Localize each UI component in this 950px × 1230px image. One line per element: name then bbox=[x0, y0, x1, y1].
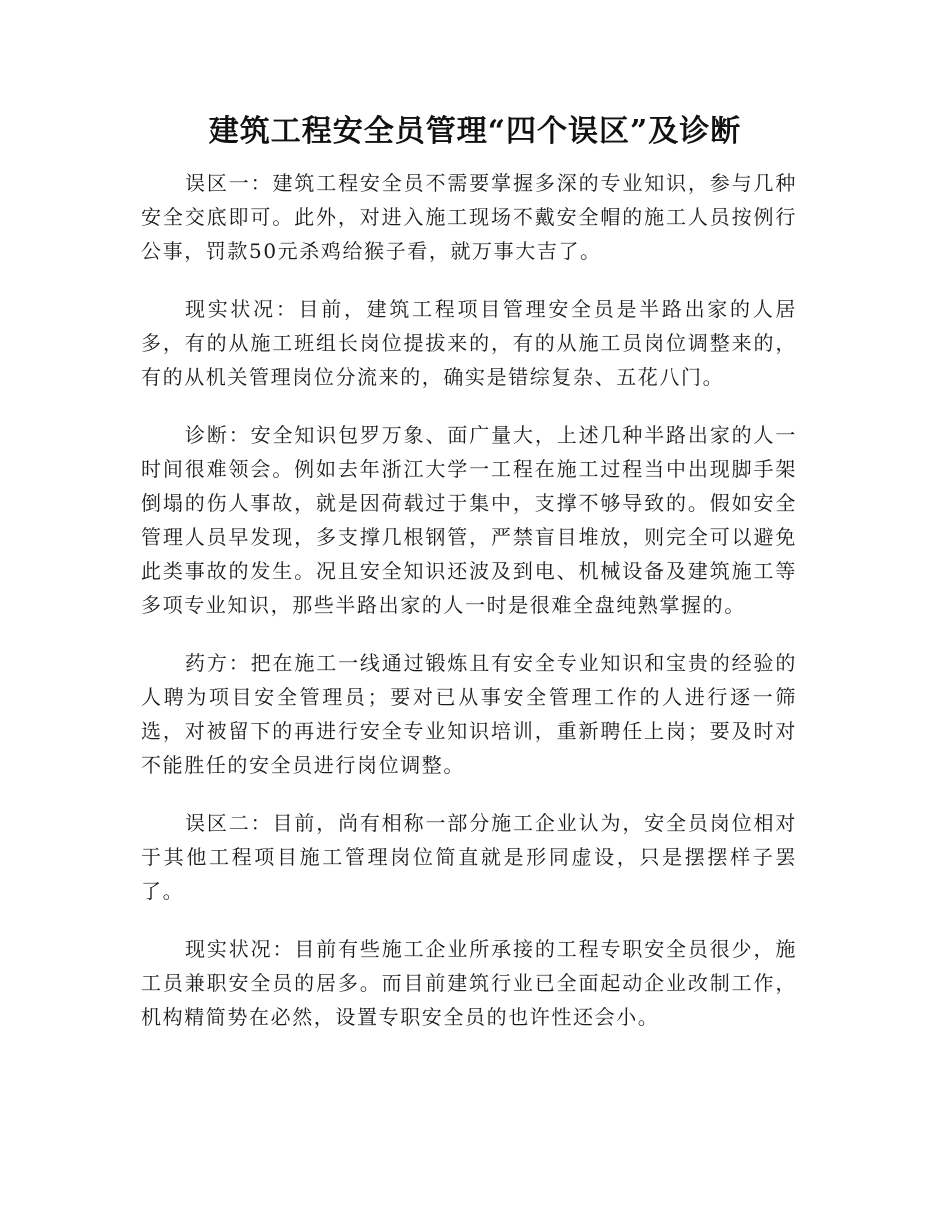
paragraph-remedy-1: 药方：把在施工一线通过锻炼且有安全专业知识和宝贵的经验的人聘为项目安全管理员；要对已从事安全管理工作的人进行逐一筛选，对被留下的再进行安全专业知识培训，重新聘任上岗；要及时对不能胜任的安全员进行岗位调整。 bbox=[141, 651, 797, 777]
paragraph-misconception-2: 误区二：目前，尚有相称一部分施工企业认为，安全员岗位相对于其他工程项目施工管理岗位简直就是形同虚设，只是摆摆样子罢了。 bbox=[141, 811, 797, 903]
document-body bbox=[141, 166, 797, 1058]
paragraph-misconception-1: 误区一：建筑工程安全员不需要掌握多深的专业知识，参与几种安全交底即可。此外，对进入施工现场不戴安全帽的施工人员按例行公事，罚款50元杀鸡给猴子看，就万事大吉了。 bbox=[141, 171, 797, 263]
paragraph-current-situation-2: 现实状况：目前有些施工企业所承接的工程专职安全员很少，施工员兼职安全员的居多。而目前建筑行业已全面起动企业改制工作，机构精简势在必然，设置专职安全员的也许性还会小。 bbox=[141, 937, 797, 1029]
paragraph-diagnosis-1: 诊断：安全知识包罗万象、面广量大，上述几种半路出家的人一时间很难领会。例如去年浙江大学一工程在施工过程当中出现脚手架倒塌的伤人事故，就是因荷载过于集中，支撑不够导致的。假如安全管理人员早发现，多支撑几根钢管，严禁盲目堆放，则完全可以避免此类事故的发生。况且安全知识还波及到电、机械设备及建筑施工等多项专业知识，那些半路出家的人一时是很难全盘纯熟掌握的。 bbox=[141, 423, 797, 617]
paragraph-current-situation-1: 现实状况：目前，建筑工程项目管理安全员是半路出家的人居多，有的从施工班组长岗位提拔来的，有的从施工员岗位调整来的，有的从机关管理岗位分流来的，确实是错综复杂、五花八门。 bbox=[141, 297, 797, 389]
document-title: 建筑工程安全员管理“四个误区”及诊断 bbox=[208, 114, 742, 149]
